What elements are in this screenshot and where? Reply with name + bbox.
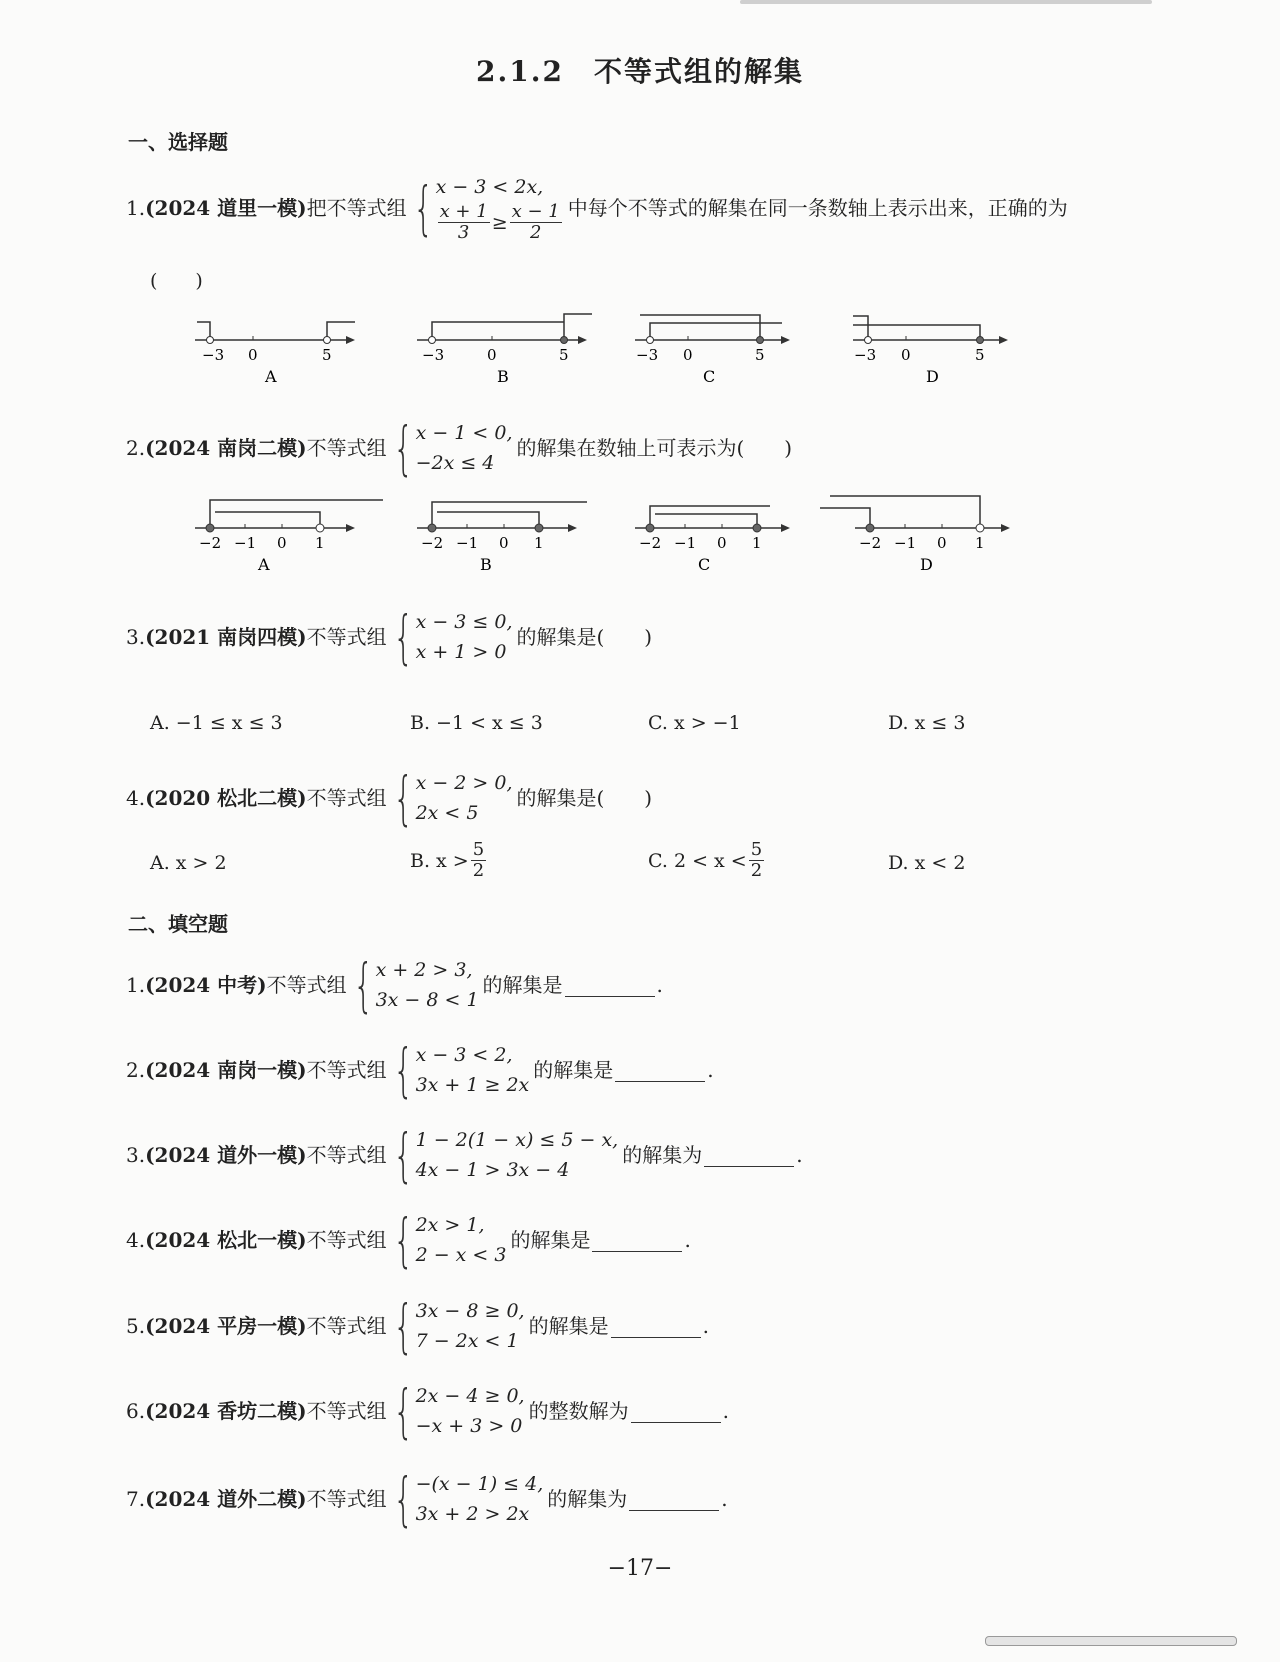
choice-label-b: B xyxy=(497,367,509,386)
svg-text:0: 0 xyxy=(277,534,287,552)
q1-option-c-axis xyxy=(635,315,790,386)
question-number: 1. xyxy=(126,195,146,220)
q2-option-a-axis xyxy=(195,500,383,574)
question-text-post: 的解集在数轴上可表示为( ) xyxy=(516,436,793,460)
question-source: (2024 道里一模) xyxy=(145,195,307,220)
left-brace: { xyxy=(392,1292,414,1360)
q2-number-lines xyxy=(190,492,1230,582)
tick-label: 0 xyxy=(248,346,258,364)
q2-option-c-axis xyxy=(635,506,790,574)
question-text-pre: 把不等式组 xyxy=(306,195,407,220)
question-text-post: 的解集是( ) xyxy=(516,625,653,649)
left-brace: { xyxy=(392,1036,414,1104)
inequality-line-1: x − 1 < 0, xyxy=(415,422,513,444)
section-choice-heading: 一、选择题 xyxy=(128,130,228,154)
svg-text:0: 0 xyxy=(901,346,911,364)
inequality-system: { 2x > 1, 2 − x < 3 xyxy=(392,1206,507,1274)
question-text-post: 的解集是( ) xyxy=(516,786,653,810)
svg-text:−2: −2 xyxy=(639,534,662,552)
svg-text:−3: −3 xyxy=(854,346,877,364)
question-text-post: 中每个不等式的解集在同一条数轴上表示出来，正确的为 xyxy=(567,195,1068,220)
fill-question-1: 1. (2024 中考) 不等式组 { x + 2 > 3, 3x − 8 < 1 的解集是 . xyxy=(126,951,663,1019)
question-number: 2. xyxy=(126,436,146,460)
answer-blank[interactable] xyxy=(631,1400,721,1423)
svg-text:−1: −1 xyxy=(456,534,479,552)
question-source: (2021 南岗四模) xyxy=(145,625,307,649)
question-source: (2020 松北二模) xyxy=(145,786,307,810)
inequality-system: { −(x − 1) ≤ 4, 3x + 2 > 2x xyxy=(392,1465,544,1533)
fill-question-6: 6. (2024 香坊二模) 不等式组 { 2x − 4 ≥ 0, −x + 3 > 0 的整数解为 . xyxy=(126,1377,729,1445)
tick-label: −3 xyxy=(202,346,225,364)
fraction-five-halves: $\frac{5}{2}$ xyxy=(472,839,485,881)
inequality-system: { x − 3 < 2, 3x + 1 ≥ 2x xyxy=(392,1036,530,1104)
answer-blank[interactable] xyxy=(629,1488,719,1511)
q1-option-b-axis xyxy=(417,314,592,386)
choice-label-d: D xyxy=(920,555,933,574)
inequality-line-1: x − 3 < 2x, xyxy=(435,176,544,198)
left-brace: { xyxy=(392,764,414,832)
left-brace: { xyxy=(412,173,434,242)
fill-question-4: 4. (2024 松北一模) 不等式组 { 2x > 1, 2 − x < 3 的解集是 . xyxy=(126,1206,691,1274)
svg-text:5: 5 xyxy=(975,346,985,364)
svg-text:−3: −3 xyxy=(422,346,445,364)
choice-label-c: C xyxy=(698,555,711,574)
svg-text:5: 5 xyxy=(755,346,765,364)
svg-text:5: 5 xyxy=(559,346,569,364)
left-brace: { xyxy=(392,603,414,671)
left-brace: { xyxy=(392,1206,414,1274)
mc-question-2 xyxy=(126,414,793,482)
page-number: −17− xyxy=(607,1556,673,1581)
svg-text:1: 1 xyxy=(975,534,985,552)
answer-paren: ( ) xyxy=(150,270,203,292)
fraction-five-halves: $\frac{5}{2}$ xyxy=(750,839,763,881)
choice-label-a: A xyxy=(258,555,270,574)
fill-question-5: 5. (2024 平房一模) 不等式组 { 3x − 8 ≥ 0, 7 − 2x < 1 的解集是 . xyxy=(126,1292,709,1360)
question-text-pre: 不等式组 xyxy=(306,625,387,649)
mc3-option-c: C. x > −1 xyxy=(648,712,741,734)
svg-text:−1: −1 xyxy=(894,534,917,552)
answer-blank[interactable] xyxy=(615,1059,705,1082)
q2-option-b-axis xyxy=(417,502,587,574)
fraction-left: $\frac{x + 1}{3}$ xyxy=(439,201,488,243)
mc4-option-a: A. x > 2 xyxy=(150,852,227,874)
question-text-pre: 不等式组 xyxy=(306,436,387,460)
fill-question-7: 7. (2024 道外二模) 不等式组 { −(x − 1) ≤ 4, 3x + 2 > 2x 的解集为 . xyxy=(126,1465,728,1533)
mc4-option-d: D. x < 2 xyxy=(888,852,966,874)
question-text-pre: 不等式组 xyxy=(306,786,387,810)
q2-option-d-axis xyxy=(820,496,1010,574)
svg-text:1: 1 xyxy=(315,534,325,552)
q1-option-a-axis xyxy=(195,322,355,386)
mc4-option-b: B. x > $\frac{5}{2}$ xyxy=(410,839,485,881)
svg-text:0: 0 xyxy=(683,346,693,364)
question-number: 3. xyxy=(126,625,146,649)
svg-text:−2: −2 xyxy=(199,534,222,552)
answer-blank[interactable] xyxy=(565,974,655,997)
svg-text:0: 0 xyxy=(717,534,727,552)
left-brace: { xyxy=(392,414,414,482)
inequality-line-2: x + 1 > 0 xyxy=(415,641,507,663)
mc-question-3 xyxy=(126,603,653,671)
section-fill-heading: 二、填空题 xyxy=(128,912,228,936)
svg-text:−2: −2 xyxy=(859,534,882,552)
inequality-system xyxy=(411,172,564,243)
inequality-line-2: 2x < 5 xyxy=(415,802,479,824)
mc-question-4 xyxy=(126,764,653,832)
fill-question-2: 2. (2024 南岗一模) 不等式组 { x − 3 < 2, 3x + 1 ≥ 2x 的解集是 . xyxy=(126,1036,714,1104)
answer-blank[interactable] xyxy=(592,1229,682,1252)
inequality-line-2: −2x ≤ 4 xyxy=(415,452,495,474)
svg-text:−3: −3 xyxy=(636,346,659,364)
svg-text:0: 0 xyxy=(499,534,509,552)
tick-label: 5 xyxy=(322,346,332,364)
horizontal-scrollbar[interactable] xyxy=(985,1636,1237,1646)
svg-text:−2: −2 xyxy=(421,534,444,552)
inequality-system: { x + 2 > 3, 3x − 8 < 1 xyxy=(352,951,479,1019)
svg-text:−1: −1 xyxy=(674,534,697,552)
left-brace: { xyxy=(392,1465,414,1533)
svg-text:−1: −1 xyxy=(234,534,257,552)
q1-number-lines xyxy=(190,308,1230,388)
answer-blank[interactable] xyxy=(611,1315,701,1338)
fill-question-3: 3. (2024 道外一模) 不等式组 { 1 − 2(1 − x) ≤ 5 − x, 4x − 1 > 3x − 4 的解集为 . xyxy=(126,1121,803,1189)
svg-text:0: 0 xyxy=(487,346,497,364)
left-brace: { xyxy=(392,1121,414,1189)
inequality-system xyxy=(391,764,513,832)
left-brace: { xyxy=(392,1377,414,1445)
mc3-option-a: A. −1 ≤ x ≤ 3 xyxy=(150,712,283,734)
q1-option-d-axis xyxy=(853,316,1008,386)
svg-text:0: 0 xyxy=(937,534,947,552)
inequality-system: { 3x − 8 ≥ 0, 7 − 2x < 1 xyxy=(392,1292,525,1360)
inequality-system xyxy=(391,414,513,482)
mc4-option-c: C. 2 < x < $\frac{5}{2}$ xyxy=(648,839,763,881)
question-source: (2024 南岗二模) xyxy=(145,436,307,460)
page-title: 2.1.2 不等式组的解集 xyxy=(476,55,804,88)
inequality-line-1: x − 2 > 0, xyxy=(415,772,513,794)
svg-text:1: 1 xyxy=(752,534,762,552)
choice-label-b: B xyxy=(480,555,492,574)
fraction-right: $\frac{x - 1}{2}$ xyxy=(511,201,560,243)
inequality-system: { 2x − 4 ≥ 0, −x + 3 > 0 xyxy=(392,1377,525,1445)
top-edge-bar xyxy=(740,0,1152,4)
choice-label-a: A xyxy=(265,367,277,386)
question-number: 4. xyxy=(126,786,146,810)
inequality-system xyxy=(391,603,513,671)
inequality-line-1: x − 3 ≤ 0, xyxy=(415,611,513,633)
svg-text:1: 1 xyxy=(534,534,544,552)
mc-question-1 xyxy=(126,172,1068,243)
inequality-system: { 1 − 2(1 − x) ≤ 5 − x, 4x − 1 > 3x − 4 xyxy=(392,1121,619,1189)
answer-blank[interactable] xyxy=(704,1144,794,1167)
mc3-option-d: D. x ≤ 3 xyxy=(888,712,966,734)
inequality-line-2: $\frac{x + 1}{3}$ ≥ $\frac{x - 1}{2}$ xyxy=(439,201,560,243)
choice-label-c: C xyxy=(703,367,716,386)
mc3-option-b: B. −1 < x ≤ 3 xyxy=(410,712,543,734)
choice-label-d: D xyxy=(926,367,939,386)
left-brace: { xyxy=(352,951,374,1019)
